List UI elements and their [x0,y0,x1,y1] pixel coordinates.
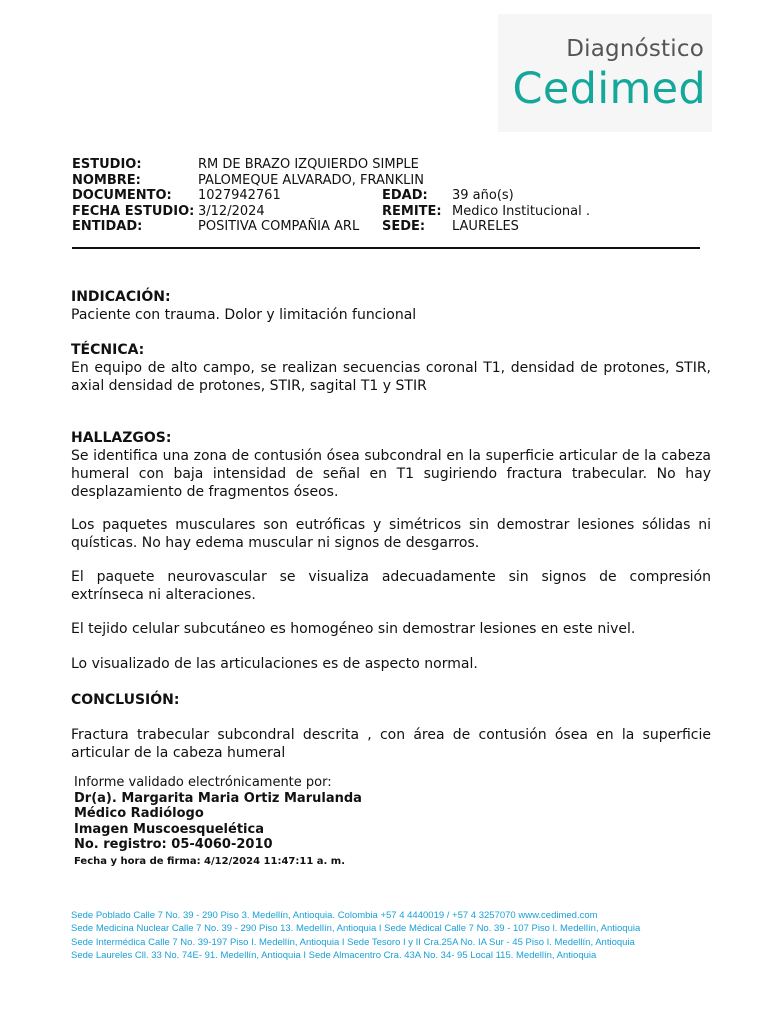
cedimed-logo [498,14,712,132]
tecnica-text: En equipo de alto campo, se realizan secuencias coronal T1, densidad de protones, STIR, axial densidad de protones, STIR, sagital T1 y STIR [71,360,711,394]
nombre-value: PALOMEQUE ALVARADO, FRANKLIN [198,172,424,188]
hallazgos-p2-block [71,516,711,552]
hallazgos-p4: El tejido celular subcutáneo es homogéneo sin demostrar lesiones en este nivel. [71,621,636,637]
edad-label: EDAD: [382,188,428,204]
header-row-estudio [72,157,712,173]
entidad-label: ENTIDAD: [72,219,143,235]
footer-line-4: Sede Laureles Cll. 33 No. 74E- 91. Medellín, Antioquia I Sede Almacentro Cra. 43A No. 34- 95 Local 115. Medellín, Antioquia [71,949,597,961]
conclusion-text: Fractura trabecular subcondral descrita , con área de contusión ósea en la superficie articular de la cabeza humeral [71,727,711,761]
tecnica-section [71,341,711,395]
header-row-entidad [72,219,712,235]
signature-block [74,775,362,870]
signature-specialty: Imagen Muscoesquelética [74,821,264,837]
fecha-value: 3/12/2024 [198,203,265,219]
estudio-label: ESTUDIO: [72,157,142,172]
conclusion-title-block [71,691,711,709]
indicacion-section [71,288,711,324]
conclusion-text-block [71,726,711,762]
hallazgos-section [71,429,711,501]
estudio-value: RM DE BRAZO IZQUIERDO SIMPLE [198,157,419,172]
sede-value: LAURELES [452,219,519,235]
hallazgos-p2: Los paquetes musculares son eutróficas y simétricos sin demostrar lesiones sólidas ni quísticas. No hay edema muscular ni signos de desgarros. [71,517,711,551]
header-row-fecha [72,204,712,220]
hallazgos-title: HALLAZGOS: [71,430,172,446]
remite-value: Medico Institucional . [452,203,590,219]
conclusion-title: CONCLUSIÓN: [71,692,180,708]
signature-date: Fecha y hora de firma: 4/12/2024 11:47:11 a. m. [74,855,346,867]
signature-role: Médico Radiólogo [74,806,204,822]
nombre-label: NOMBRE: [72,172,141,188]
signature-intro: Informe validado electrónicamente por: [74,775,332,790]
signature-registry: No. registro: 05-4060-2010 [74,837,273,853]
header-row-documento [72,188,712,204]
hallazgos-p5-block [71,655,711,673]
fecha-label: FECHA ESTUDIO: [72,203,195,219]
hallazgos-p4-block [71,620,711,638]
footer-line-3: Sede Intermédica Calle 7 No. 39-197 Piso I. Medellín, Antioquia I Sede Tesoro I y II Cra.25A No. IA Sur - 45 Piso I. Medellín, Antioquia [71,936,635,948]
hallazgos-p1: Se identifica una zona de contusión ósea subcondral en la superficie articular de la cabeza humeral con baja intensidad de señal en T1 sugiriendo fractura trabecular. No hay desplazamiento de fragmentos óseos. [71,448,711,500]
hallazgos-p3-block [71,568,711,604]
patient-header [72,157,712,235]
footer-line-1: Sede Poblado Calle 7 No. 39 - 290 Piso 3. Medellín, Antioquia. Colombia +57 4 4440019 / +57 4 3257070 www.cedimed.com [71,910,598,921]
hallazgos-p5: Lo visualizado de las articulaciones es de aspecto normal. [71,656,478,672]
signature-doctor: Dr(a). Margarita Maria Ortiz Marulanda [74,790,362,806]
header-row-nombre [72,173,712,189]
indicacion-text: Paciente con trauma. Dolor y limitación funcional [71,307,417,323]
logo-brand: Cedimed [512,64,706,114]
documento-value: 1027942761 [198,188,281,204]
documento-label: DOCUMENTO: [72,188,172,204]
edad-value: 39 año(s) [452,188,514,204]
sede-label: SEDE: [382,219,426,235]
tecnica-title: TÉCNICA: [71,342,145,358]
indicacion-title: INDICACIÓN: [71,289,171,305]
footer-addresses [71,909,640,962]
remite-label: REMITE: [382,203,442,219]
header-divider [72,247,700,249]
footer-line-2: Sede Medicina Nuclear Calle 7 No. 39 - 290 Piso 13. Medellín, Antioquia I Sede Médical Calle 7 No. 39 - 107 Piso l. Medellín, Antioquia [71,923,641,935]
logo-subtitle: Diagnóstico [566,36,704,62]
entidad-value: POSITIVA COMPAÑIA ARL [198,219,360,235]
hallazgos-p3: El paquete neurovascular se visualiza adecuadamente sin signos de compresión extrínseca ni alteraciones. [71,569,711,603]
